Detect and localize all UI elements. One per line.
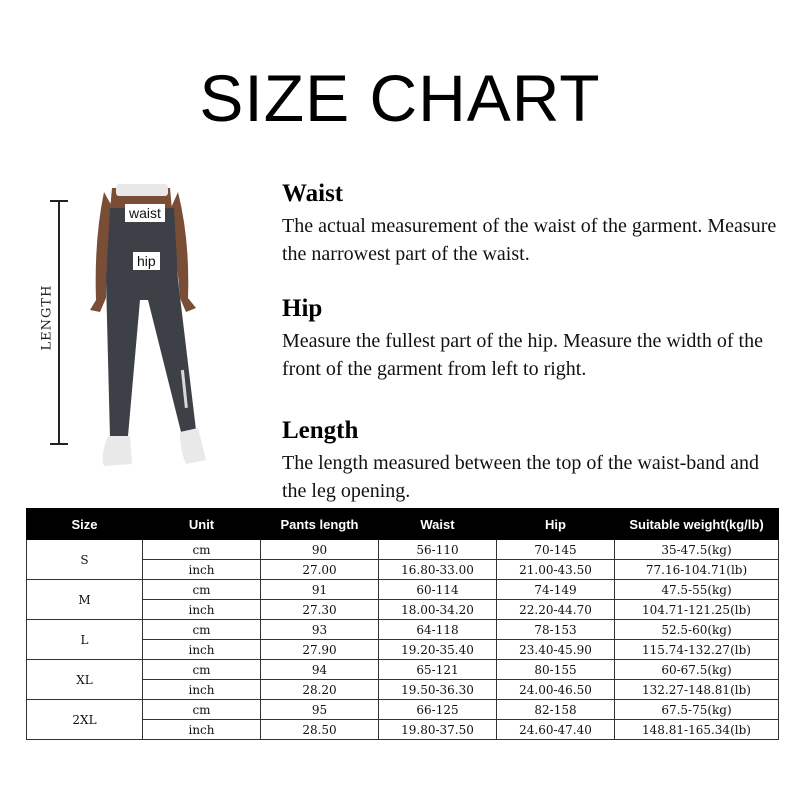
leggings-model-image bbox=[20, 180, 250, 500]
table-cell: 28.20 bbox=[261, 680, 379, 700]
hip-heading: Hip bbox=[282, 295, 323, 322]
table-cell: 65-121 bbox=[379, 660, 497, 680]
table-cell: 19.50-36.30 bbox=[379, 680, 497, 700]
table-cell: inch bbox=[143, 680, 261, 700]
table-cell: cm bbox=[143, 660, 261, 680]
table-cell: 66-125 bbox=[379, 700, 497, 720]
table-row bbox=[27, 540, 779, 560]
table-cell: 104.71-121.25(lb) bbox=[615, 600, 779, 620]
size-cell: L bbox=[27, 620, 143, 660]
table-cell: 64-118 bbox=[379, 620, 497, 640]
table-cell: 60-67.5(kg) bbox=[615, 660, 779, 680]
table-cell: inch bbox=[143, 640, 261, 660]
table-row bbox=[27, 620, 779, 640]
hip-description: Measure the fullest part of the hip. Measure the width of the front of the garment from left to right. bbox=[282, 330, 763, 380]
table-cell: 56-110 bbox=[379, 540, 497, 560]
table-cell: 24.60-47.40 bbox=[497, 720, 615, 740]
table-cell: cm bbox=[143, 700, 261, 720]
table-cell: cm bbox=[143, 620, 261, 640]
waist-section bbox=[282, 180, 782, 268]
table-cell: 80-155 bbox=[497, 660, 615, 680]
table-cell: 23.40-45.90 bbox=[497, 640, 615, 660]
table-cell: 95 bbox=[261, 700, 379, 720]
size-cell: S bbox=[27, 540, 143, 580]
table-row bbox=[27, 660, 779, 680]
model-figure bbox=[20, 180, 250, 500]
table-cell: 19.20-35.40 bbox=[379, 640, 497, 660]
length-label: LENGTH bbox=[39, 284, 55, 351]
table-cell: 78-153 bbox=[497, 620, 615, 640]
table-cell: 19.80-37.50 bbox=[379, 720, 497, 740]
table-cell: 74-149 bbox=[497, 580, 615, 600]
table-cell: 70-145 bbox=[497, 540, 615, 560]
table-row bbox=[27, 700, 779, 720]
table-cell: 77.16-104.71(lb) bbox=[615, 560, 779, 580]
table-cell: 132.27-148.81(lb) bbox=[615, 680, 779, 700]
table-row bbox=[27, 580, 779, 600]
page-title: SIZE CHART bbox=[199, 61, 601, 135]
waist-heading: Waist bbox=[282, 180, 344, 207]
column-header: Size bbox=[27, 509, 143, 540]
hip-tag: hip bbox=[133, 252, 160, 270]
length-description: The length measured between the top of the waist-band and the leg opening. bbox=[282, 452, 760, 502]
table-cell: cm bbox=[143, 540, 261, 560]
table-cell: inch bbox=[143, 560, 261, 580]
table-cell: 82-158 bbox=[497, 700, 615, 720]
column-header: Unit bbox=[143, 509, 261, 540]
size-cell: 2XL bbox=[27, 700, 143, 740]
table-cell: 47.5-55(kg) bbox=[615, 580, 779, 600]
table-cell: 27.30 bbox=[261, 600, 379, 620]
waist-tag: waist bbox=[125, 204, 165, 222]
table-cell: cm bbox=[143, 580, 261, 600]
table-cell: 91 bbox=[261, 580, 379, 600]
column-header: Hip bbox=[497, 509, 615, 540]
table-cell: 21.00-43.50 bbox=[497, 560, 615, 580]
table-header-row bbox=[27, 509, 779, 540]
table-cell: 93 bbox=[261, 620, 379, 640]
table-cell: 16.80-33.00 bbox=[379, 560, 497, 580]
table-cell: 35-47.5(kg) bbox=[615, 540, 779, 560]
column-header: Suitable weight(kg/lb) bbox=[615, 509, 779, 540]
table-cell: 52.5-60(kg) bbox=[615, 620, 779, 640]
table-cell: 115.74-132.27(lb) bbox=[615, 640, 779, 660]
table-cell: 28.50 bbox=[261, 720, 379, 740]
hip-section bbox=[282, 295, 782, 383]
table-cell: 60-114 bbox=[379, 580, 497, 600]
table-cell: 148.81-165.34(lb) bbox=[615, 720, 779, 740]
table-cell: 27.00 bbox=[261, 560, 379, 580]
table-cell: 18.00-34.20 bbox=[379, 600, 497, 620]
table-body bbox=[27, 540, 779, 740]
length-section bbox=[282, 417, 782, 505]
table-cell: 27.90 bbox=[261, 640, 379, 660]
table-cell: inch bbox=[143, 720, 261, 740]
table-cell: 94 bbox=[261, 660, 379, 680]
size-table bbox=[26, 508, 779, 740]
size-cell: XL bbox=[27, 660, 143, 700]
length-heading: Length bbox=[282, 417, 359, 444]
column-header: Waist bbox=[379, 509, 497, 540]
table-cell: 24.00-46.50 bbox=[497, 680, 615, 700]
size-cell: M bbox=[27, 580, 143, 620]
waist-description: The actual measurement of the waist of the garment. Measure the narrowest part of the waist. bbox=[282, 215, 777, 265]
table-cell: 90 bbox=[261, 540, 379, 560]
table-cell: 22.20-44.70 bbox=[497, 600, 615, 620]
table-cell: inch bbox=[143, 600, 261, 620]
table-cell: 67.5-75(kg) bbox=[615, 700, 779, 720]
column-header: Pants length bbox=[261, 509, 379, 540]
